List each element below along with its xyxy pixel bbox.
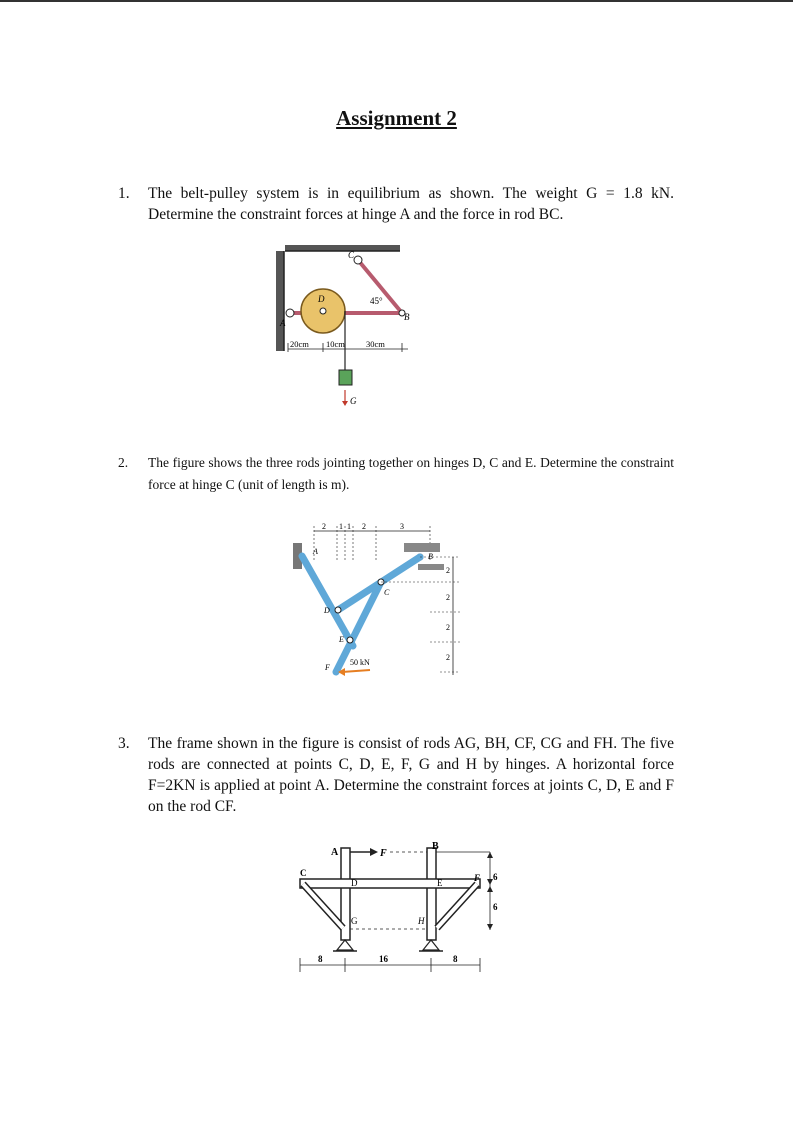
dimension-label: 6 <box>493 902 498 912</box>
hinge-e <box>347 637 353 643</box>
hinge-c <box>354 256 362 264</box>
hinge-d <box>335 607 341 613</box>
label-b: B <box>428 552 433 561</box>
problem-1 <box>118 183 674 225</box>
label-c: C <box>384 588 390 597</box>
dimension-label: 2 <box>446 653 450 662</box>
dimension-label: 1 <box>339 522 343 531</box>
label-d: D <box>324 606 330 615</box>
label-f: F <box>325 663 330 672</box>
belt-pulley-figure <box>268 242 408 414</box>
rod-ae <box>302 556 353 646</box>
support-right <box>423 940 439 950</box>
label-b: B <box>432 841 439 852</box>
rod-cg-inner <box>303 884 343 928</box>
problem-number: 1. <box>118 185 130 202</box>
label-h: H <box>418 916 425 926</box>
label-d: D <box>318 294 325 304</box>
label-d: D <box>351 878 358 888</box>
dimension-label: 8 <box>318 954 323 964</box>
dimension-label: 6 <box>493 872 498 882</box>
angle-label: 45° <box>370 296 383 306</box>
dimension-label: 2 <box>362 522 366 531</box>
label-g: G <box>350 396 357 406</box>
page-top-border <box>0 0 793 2</box>
weight-block <box>339 370 352 385</box>
dimension-label: 10cm <box>326 339 345 349</box>
support-left <box>337 940 353 950</box>
load-label: 50 kN <box>350 658 370 667</box>
dimension-label: 2 <box>446 566 450 575</box>
dimension-label: 30cm <box>366 339 385 349</box>
dimension-label: 2 <box>446 623 450 632</box>
force-arrowhead <box>370 848 378 856</box>
label-b: B <box>404 312 410 322</box>
dimension-arrowhead <box>487 886 493 892</box>
label-c: C <box>300 868 307 878</box>
frame-figure <box>292 835 502 987</box>
problem-text: The belt-pulley system is in equilibrium as shown. The weight G = 1.8 kN. Determine the constraint forces at hinge A and the force in rod BC. <box>148 185 674 223</box>
label-g: G <box>351 916 358 926</box>
dimension-label: 20cm <box>290 339 309 349</box>
rod-cf <box>300 879 480 888</box>
dimension-label: 16 <box>379 954 388 964</box>
right-support-bottom <box>418 564 444 570</box>
load-arrow <box>342 670 370 672</box>
force-label: F <box>380 848 387 859</box>
label-e: E <box>437 878 443 888</box>
dimension-label: 8 <box>453 954 458 964</box>
right-support-top <box>404 543 440 552</box>
rod-bh <box>427 848 436 940</box>
problem-2 <box>118 452 674 496</box>
problem-number: 2. <box>118 455 129 470</box>
weight-arrowhead <box>342 401 348 406</box>
label-f: F <box>474 873 481 883</box>
problem-3 <box>118 733 674 817</box>
label-a: A <box>280 318 286 328</box>
pulley-axle <box>320 308 326 314</box>
dimension-label: 1 <box>347 522 351 531</box>
rod-fh-inner <box>437 884 477 928</box>
problem-number: 3. <box>118 735 130 752</box>
label-a: A <box>313 547 318 556</box>
dimension-label: 2 <box>446 593 450 602</box>
label-c: C <box>348 250 355 260</box>
problem-text: The frame shown in the figure is consist of rods AG, BH, CF, CG and FH. The five rods are connected at points C, D, E, F, G and H by hinges. A horizontal force F=2KN is applied at point A. Determine the constraint forces at joints C, D, E and F on the rod CF. <box>148 735 674 815</box>
label-a: A <box>331 847 339 858</box>
ceiling-hatch <box>285 245 400 251</box>
dimension-label: 3 <box>400 522 404 531</box>
hinge-a <box>286 309 294 317</box>
three-rods-figure <box>290 520 475 682</box>
problem-text: The figure shows the three rods jointing together on hinges D, C and E. Determine the constraint force at hinge C (unit of length is m). <box>148 455 674 492</box>
wall-hatch <box>276 251 284 351</box>
dimension-label: 2 <box>322 522 326 531</box>
label-e: E <box>339 635 344 644</box>
dimension-arrowhead <box>487 852 493 858</box>
page-title: Assignment 2 <box>336 106 457 130</box>
dimension-arrowhead <box>487 924 493 930</box>
